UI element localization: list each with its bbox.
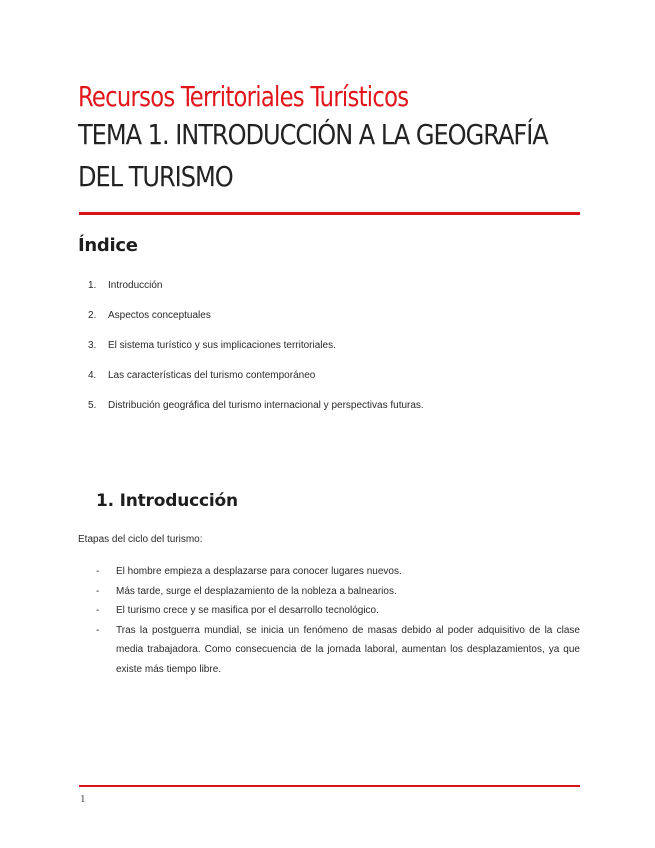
document-title: TEMA 1. INTRODUCCIÓN A LA GEOGRAFÍA DEL TURISMO (78, 118, 548, 193)
toc-item-number: 1. (88, 280, 97, 291)
toc-item-number: 5. (88, 400, 97, 411)
dash-bullet: - (96, 605, 100, 616)
header-divider (79, 212, 580, 215)
toc-item-label: Introducción (108, 280, 163, 291)
stage-list (96, 562, 580, 679)
list-item-text: Más tarde, surge el desplazamiento de la nobleza a balnearios. (116, 585, 397, 597)
toc-item-number: 3. (88, 340, 97, 351)
toc-item-label: El sistema turístico y sus implicaciones territoriales. (108, 340, 336, 351)
toc-item (88, 309, 424, 339)
dash-bullet: - (96, 585, 100, 597)
list-item-text: El turismo crece y se masifica por el desarrollo tecnológico. (116, 605, 379, 616)
page-number: 1 (80, 793, 86, 805)
table-of-contents (88, 279, 424, 429)
section-lead-text: Etapas del ciclo del turismo: (78, 534, 203, 545)
list-item-text: El hombre empieza a desplazarse para conocer lugares nuevos. (116, 566, 402, 577)
section-heading-introduccion: 1. Introducción (96, 491, 238, 511)
toc-item-label: Distribución geográfica del turismo internacional y perspectivas futuras. (108, 400, 424, 411)
dash-bullet: - (96, 566, 100, 577)
toc-item (88, 339, 424, 369)
toc-item (88, 399, 424, 429)
list-item (96, 601, 580, 621)
document-subject: Recursos Territoriales Turísticos (78, 80, 409, 113)
index-heading: Índice (78, 235, 138, 256)
footer-divider (79, 785, 580, 787)
toc-item-number: 2. (88, 310, 97, 321)
list-item (96, 621, 580, 680)
toc-item-label: Aspectos conceptuales (108, 310, 211, 321)
dash-bullet: - (96, 624, 100, 636)
list-item (96, 582, 580, 602)
toc-item (88, 369, 424, 399)
list-item (96, 562, 580, 582)
list-item-text: Tras la postguerra mundial, se inicia un fenómeno de masas debido al poder adquisitivo de la clase media trabajadora. Como consecuencia de la jornada laboral, aumentan los desplazamientos, ya que existe más tiempo libre. (116, 624, 580, 675)
toc-item-number: 4. (88, 370, 97, 381)
toc-item-label: Las características del turismo contemporáneo (108, 370, 316, 381)
toc-item (88, 279, 424, 309)
